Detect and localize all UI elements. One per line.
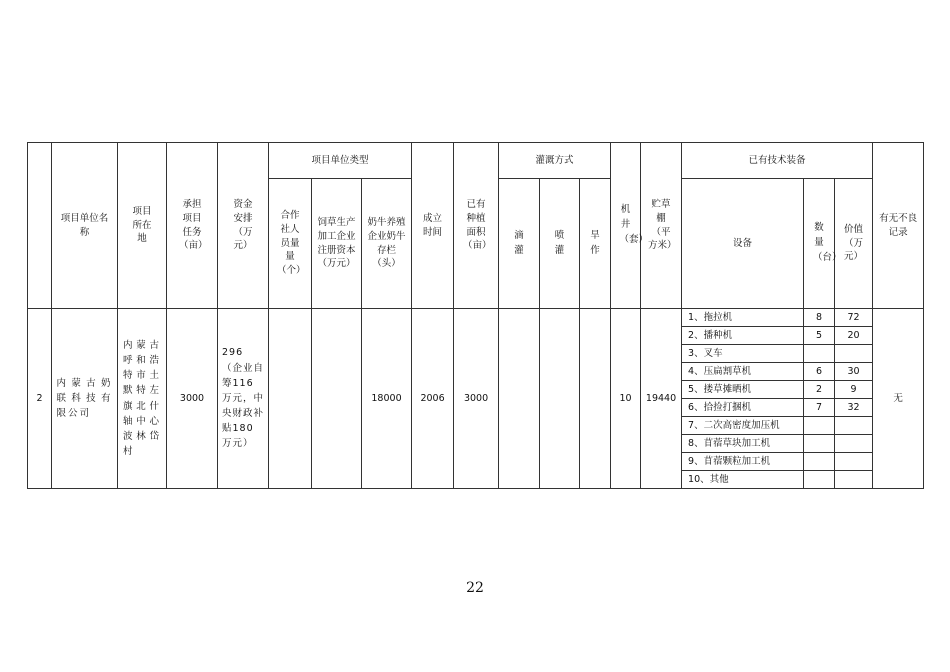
cell-wells: 10 <box>611 309 641 489</box>
equipment-qty: 5 <box>804 327 835 345</box>
cell-storage: 19440 <box>641 309 682 489</box>
cell-location: 内蒙古呼和浩特市土默特左旗北什轴中心波林岱村 <box>118 309 167 489</box>
project-table <box>27 142 924 489</box>
equipment-qty: 7 <box>804 399 835 417</box>
header-quantity: 数量（台） <box>804 179 835 309</box>
cell-funding: 296（企业自筹116万元，中央财政补贴180万元） <box>218 309 269 489</box>
equipment-qty <box>804 435 835 453</box>
cell-task: 3000 <box>167 309 218 489</box>
equipment-name: 10、其他 <box>682 471 804 489</box>
cell-spray <box>540 309 580 489</box>
header-value: 价值（万元） <box>835 179 873 309</box>
cell-feed <box>312 309 362 489</box>
header-dairy-enterprise: 奶牛养殖企业奶牛存栏（头） <box>362 179 412 309</box>
header-dry: 旱作 <box>580 179 611 309</box>
header-unit-type: 项目单位类型 <box>269 143 412 179</box>
equipment-value: 72 <box>835 309 873 327</box>
equipment-value: 32 <box>835 399 873 417</box>
equipment-name: 4、压扁割草机 <box>682 363 804 381</box>
cell-dairy: 18000 <box>362 309 412 489</box>
equipment-name: 5、搂草摊晒机 <box>682 381 804 399</box>
header-drip: 滴灌 <box>499 179 540 309</box>
equipment-qty <box>804 345 835 363</box>
header-established: 成立时间 <box>412 143 454 309</box>
equipment-qty <box>804 417 835 435</box>
equipment-qty <box>804 453 835 471</box>
cell-dry <box>580 309 611 489</box>
equipment-qty: 2 <box>804 381 835 399</box>
equipment-qty <box>804 471 835 489</box>
cell-planted: 3000 <box>454 309 499 489</box>
equipment-value: 20 <box>835 327 873 345</box>
equipment-value <box>835 345 873 363</box>
cell-coop <box>269 309 312 489</box>
equipment-value <box>835 417 873 435</box>
cell-established: 2006 <box>412 309 454 489</box>
header-feed-enterprise: 饲草生产加工企业注册资本（万元） <box>312 179 362 309</box>
header-funding: 资金安排（万元） <box>218 143 269 309</box>
equipment-value <box>835 435 873 453</box>
header-storage: 贮草棚（平方米） <box>641 143 682 309</box>
header-spray: 喷灌 <box>540 179 580 309</box>
cell-bad-record: 无 <box>873 309 924 489</box>
page-number: 22 <box>466 580 484 596</box>
header-device: 设备 <box>682 179 804 309</box>
equipment-name: 2、播种机 <box>682 327 804 345</box>
equipment-value <box>835 471 873 489</box>
equipment-name: 9、苜蓿颗粒加工机 <box>682 453 804 471</box>
row-index: 2 <box>28 309 52 489</box>
equipment-name: 7、二次高密度加压机 <box>682 417 804 435</box>
equipment-name: 6、拾捡打捆机 <box>682 399 804 417</box>
equipment-value <box>835 453 873 471</box>
header-irrigation: 灌溉方式 <box>499 143 611 179</box>
header-task-acres: 承担项目任务（亩） <box>167 143 218 309</box>
index-header <box>28 143 52 309</box>
equipment-qty: 6 <box>804 363 835 381</box>
equipment-qty: 8 <box>804 309 835 327</box>
cell-unit-name: 内蒙古奶联科技有限公司 <box>52 309 118 489</box>
header-project-location: 项目所在地 <box>118 143 167 309</box>
equipment-name: 1、拖拉机 <box>682 309 804 327</box>
equipment-name: 8、苜蓿草块加工机 <box>682 435 804 453</box>
equipment-name: 3、叉车 <box>682 345 804 363</box>
cell-drip <box>499 309 540 489</box>
equipment-value: 30 <box>835 363 873 381</box>
header-project-unit-name: 项目单位名称 <box>52 143 118 309</box>
header-wells: 机井（套） <box>611 143 641 309</box>
header-planted-area: 已有种植面积（亩） <box>454 143 499 309</box>
equipment-value: 9 <box>835 381 873 399</box>
header-coop-members: 合作社人员量量（个） <box>269 179 312 309</box>
header-bad-record: 有无不良记录 <box>873 143 924 309</box>
header-equipment: 已有技术装备 <box>682 143 873 179</box>
